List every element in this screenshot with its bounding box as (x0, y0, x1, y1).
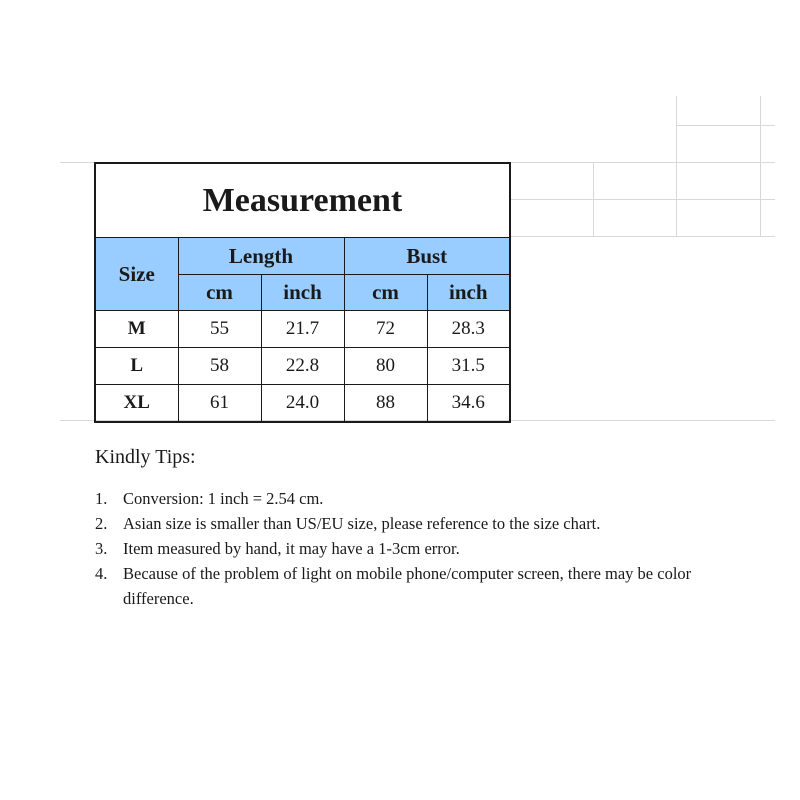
tip-number: 4. (95, 564, 108, 583)
value-cell: 72 (344, 311, 427, 348)
value-cell: 34.6 (427, 385, 510, 423)
size-cell: M (95, 311, 178, 348)
tip-number: 1. (95, 489, 108, 508)
size-column-header: Size (95, 238, 178, 311)
tips-title: Kindly Tips: (95, 446, 196, 468)
tips-list (95, 486, 775, 611)
tip-text: Conversion: 1 inch = 2.54 cm. (123, 489, 324, 508)
gridline (760, 96, 761, 236)
unit-header-bust-cm: cm (344, 275, 427, 311)
value-cell: 55 (178, 311, 261, 348)
value-cell: 80 (344, 348, 427, 385)
unit-header-length-inch: inch (261, 275, 344, 311)
tip-text: Because of the problem of light on mobile phone/computer screen, there may be color difference. (123, 564, 692, 608)
value-cell: 24.0 (261, 385, 344, 423)
tip-text: Asian size is smaller than US/EU size, please reference to the size chart. (123, 514, 601, 533)
table-row (95, 385, 510, 423)
tip-number: 3. (95, 539, 108, 558)
table-row (95, 348, 510, 385)
bust-group-header: Bust (344, 238, 510, 275)
gridline (676, 96, 677, 236)
kindly-tips (95, 446, 775, 611)
size-cell: L (95, 348, 178, 385)
unit-header-bust-inch: inch (427, 275, 510, 311)
value-cell: 22.8 (261, 348, 344, 385)
size-chart-table (94, 162, 511, 423)
list-item (95, 536, 775, 561)
value-cell: 31.5 (427, 348, 510, 385)
gridline (593, 162, 594, 236)
list-item (95, 561, 775, 611)
tip-text: Item measured by hand, it may have a 1-3cm error. (123, 539, 460, 558)
value-cell: 58 (178, 348, 261, 385)
tip-number: 2. (95, 514, 108, 533)
length-group-header: Length (178, 238, 344, 275)
value-cell: 88 (344, 385, 427, 423)
value-cell: 61 (178, 385, 261, 423)
value-cell: 21.7 (261, 311, 344, 348)
gridline (511, 236, 775, 237)
size-cell: XL (95, 385, 178, 423)
unit-header-length-cm: cm (178, 275, 261, 311)
table-title: Measurement (95, 163, 510, 238)
gridline (511, 199, 775, 200)
list-item (95, 486, 775, 511)
table-row (95, 311, 510, 348)
list-item (95, 511, 775, 536)
value-cell: 28.3 (427, 311, 510, 348)
